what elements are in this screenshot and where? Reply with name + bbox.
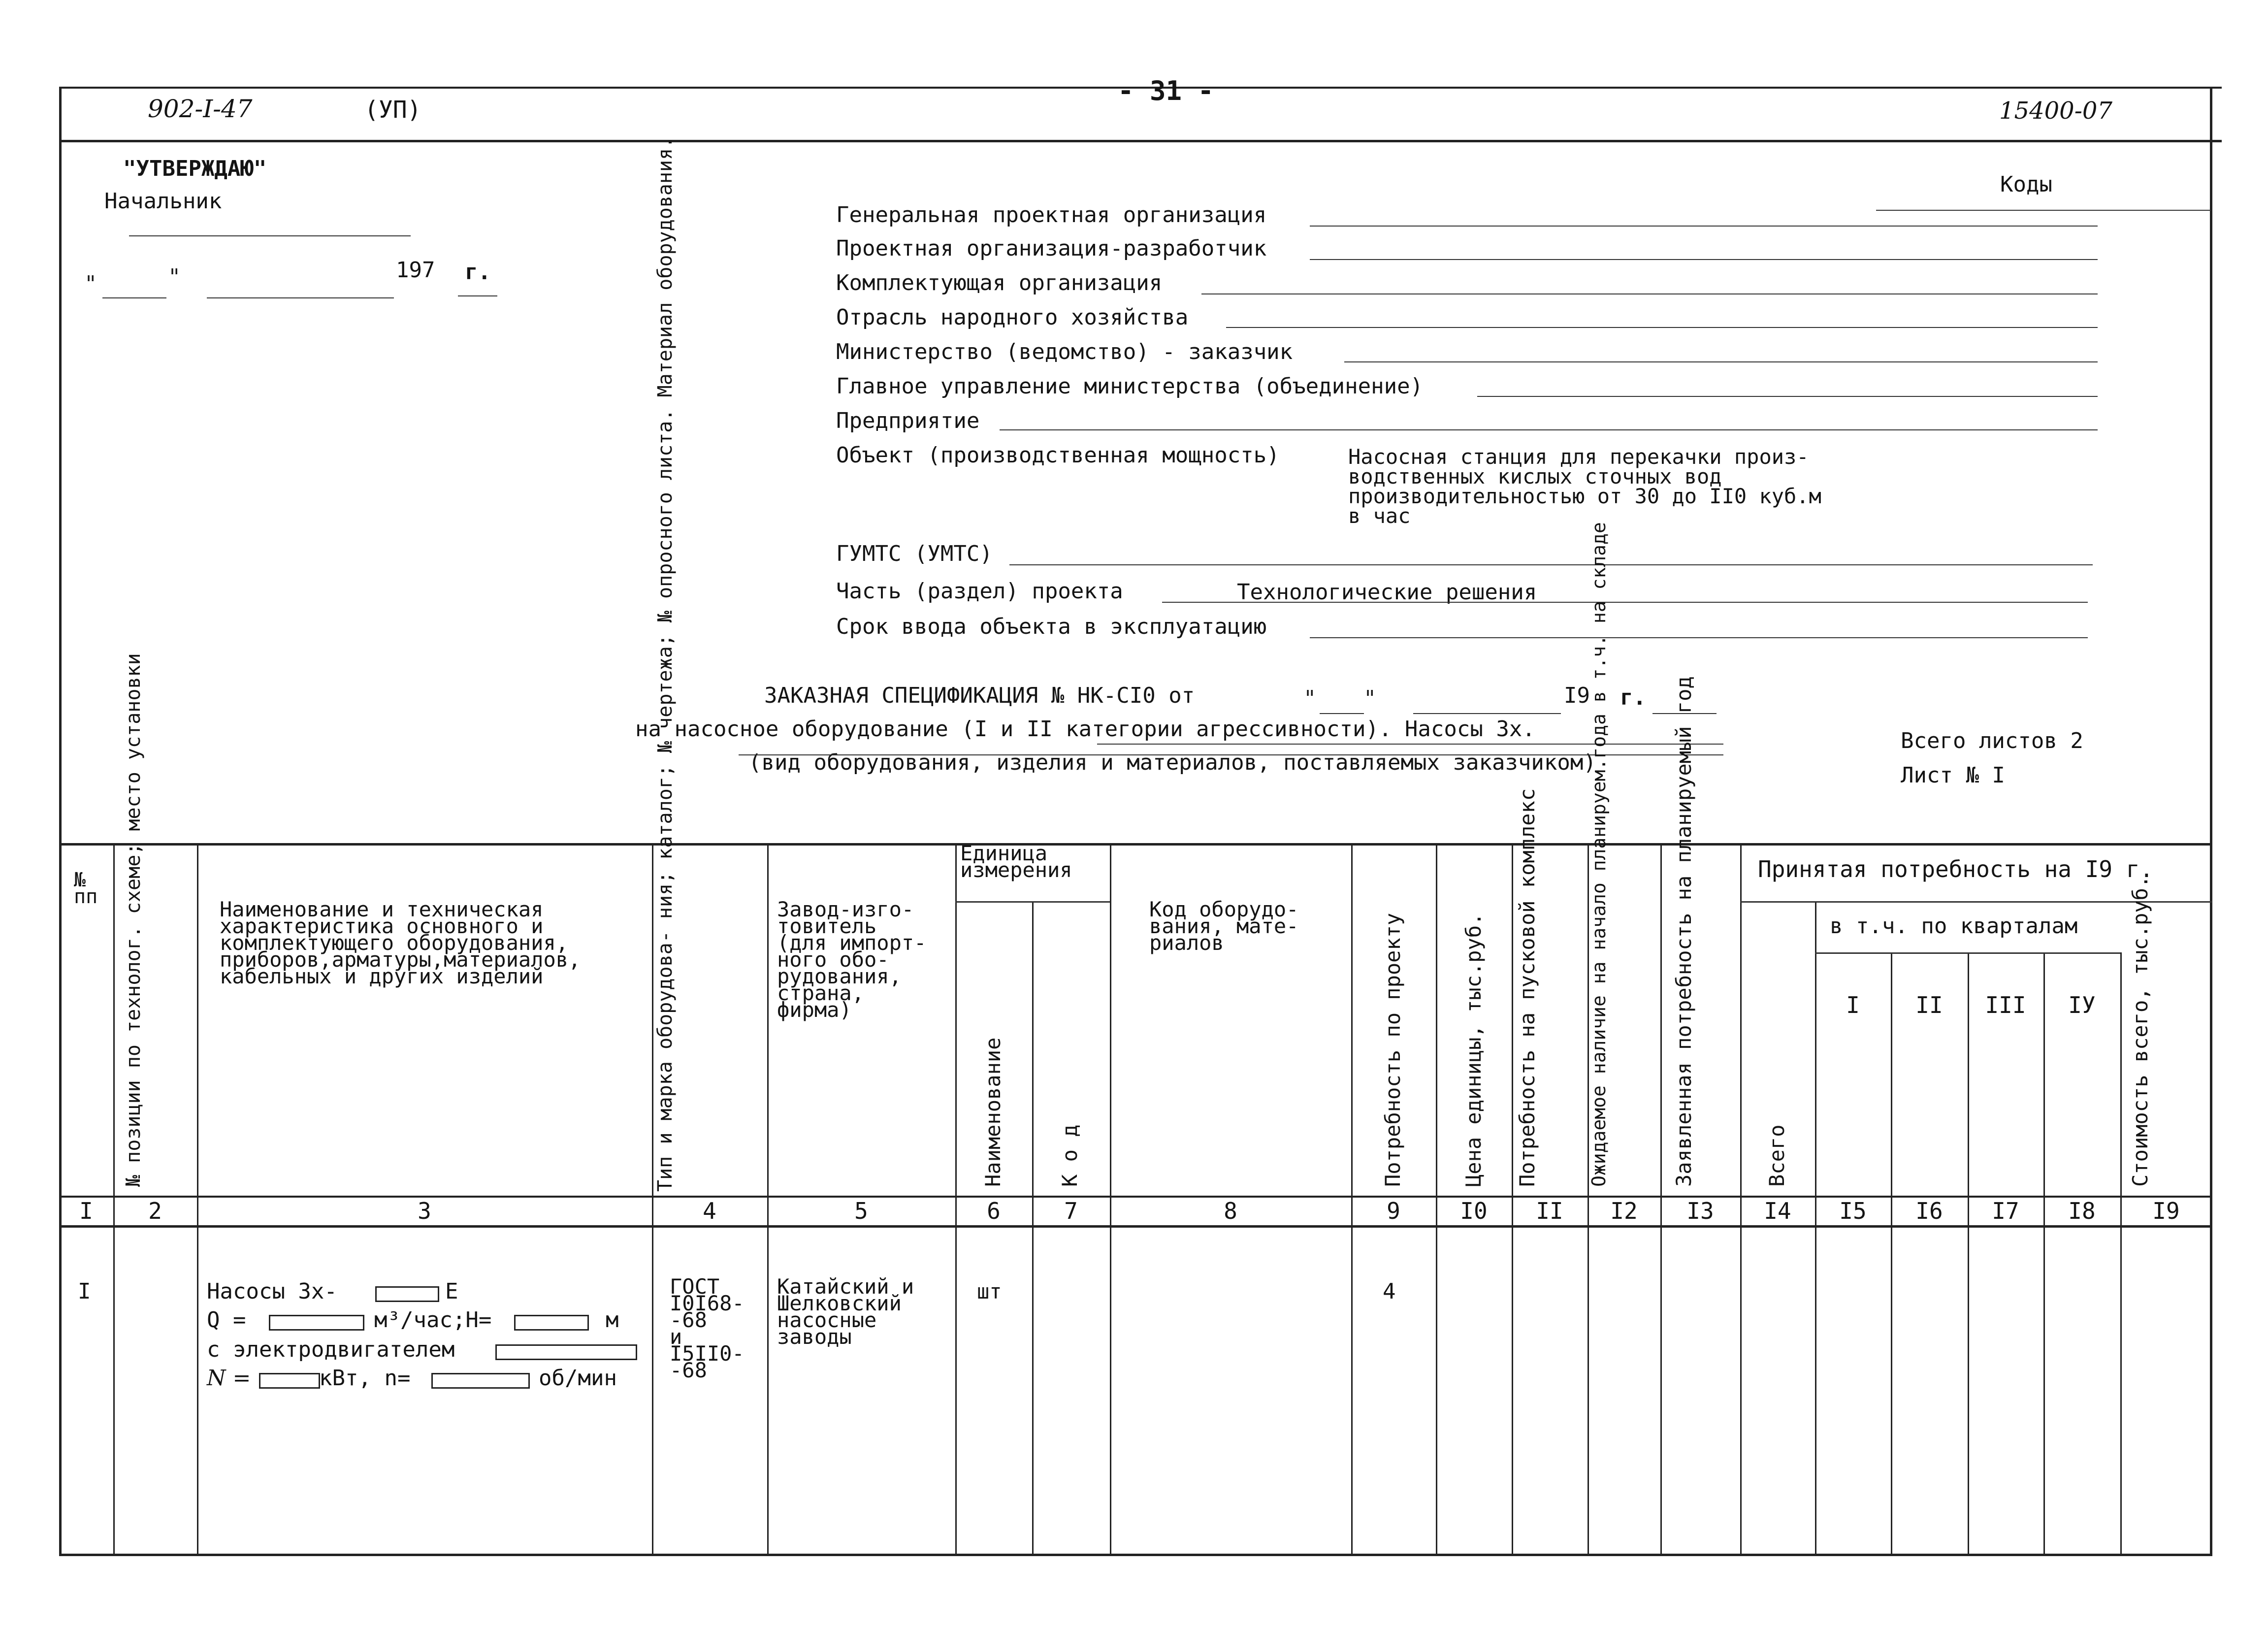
flow-rate-blank [269,1315,364,1331]
flow-rate-label: Q = [207,1307,246,1333]
motor-blank [495,1344,637,1360]
archive-number: 15400-07 [1999,97,2112,125]
header-accepted-group: Принятая потребность на I9 г. [1758,856,2154,882]
header-manufacturer: Завод-изго- товитель (для импорт- ного обо- рудования, страна, фирма) [777,897,927,1022]
header-expected-stock: Ожидаемое наличие на начало планируем.года в т.ч. на складе [1588,522,1610,1187]
speed-unit: об/мин [539,1366,617,1391]
approval-stamp: "УТВЕРЖДАЮ" [123,156,267,181]
header-total: Всего [1765,1124,1789,1187]
header-unit-price: Цена единицы, тыс.руб. [1461,912,1486,1187]
spec-title-year-suffix: г. [1620,685,1646,710]
flow-rate-unit: м³/час;Н= [374,1307,492,1333]
item-unit-name: шт [977,1279,1002,1303]
header-quarter-1: I [1846,992,1860,1018]
header-unit-group: Единица измерения [960,841,1072,882]
volume-label: (УП) [364,96,421,124]
row-number: I [78,1279,91,1304]
column-number: I2 [1610,1198,1638,1224]
column-number: I6 [1915,1198,1943,1224]
item-manufacturer: Катайский и Шелковский насосные заводы [777,1274,914,1349]
header-required: Потребность по проекту [1381,912,1405,1187]
column-number: I4 [1764,1198,1791,1224]
head-unit: м [606,1307,619,1333]
column-number: I9 [2152,1198,2180,1224]
power-label: N = [207,1366,251,1391]
column-number: 9 [1387,1198,1400,1224]
power-blank [259,1373,320,1389]
header-type: Тип и марка оборудова- ния; каталог; № чертежа; № опросного листа. Материал оборудования. [654,136,677,1192]
spec-title-year: I9 [1564,683,1590,708]
column-number: I [79,1198,93,1224]
spec-title-quote-open: " [1305,686,1315,711]
org-field-label: Предприятие [836,408,980,433]
org-field-label: Проектная организация-разработчик [836,236,1267,261]
header-name: Наименование и техническая характеристика основного и комплектующего оборудования, приборов,арматуры,материалов, кабельных и других изделий [220,897,581,988]
item-type: ГОСТ I0I68- -68 и I5II0- -68 [670,1274,745,1382]
org-field-label: Министерство (ведомство) - заказчик [836,339,1293,364]
sheet-current: Лист № I [1901,763,2005,788]
header-position: № позиции по технолог. схеме; место установки [122,653,145,1187]
approval-date-quote-close: " [169,264,180,290]
codes-label: Коды [2000,172,2052,197]
power-unit: кВт, n= [319,1366,411,1391]
header-declared-need: Заявленная потребность на планируемый год [1672,676,1696,1187]
column-number: I8 [2068,1198,2096,1224]
org-field-label: Комплектующая организация [836,270,1163,295]
column-number: I7 [1992,1198,2019,1224]
approval-date-quote-open: " [86,271,96,296]
header-launch-complex: Потребность на пусковой комплекс [1515,788,1539,1187]
approval-year-suffix: г. [465,260,491,285]
doc-code: 902-I-47 [148,95,253,123]
object-label: Объект (производственная мощность) [836,443,1280,468]
spec-title-equipment: на насосное оборудование (I и II категории агрессивности). Насосы 3х. [635,717,1535,742]
spec-title-caption: (вид оборудования, изделия и материалов, поставляемых заказчиком) [748,750,1596,775]
header-unit-code: К о д [1058,1124,1082,1187]
spec-title-prefix: ЗАКАЗНАЯ СПЕЦИФИКАЦИЯ № НК-СI0 от [764,683,1195,708]
column-number: 2 [148,1198,162,1224]
column-number: II [1536,1198,1563,1224]
section-value: Технологические решения [1237,580,1537,605]
column-number: I3 [1686,1198,1714,1224]
pump-model-blank [375,1286,439,1302]
header-quarter-4: IУ [2068,992,2096,1018]
item-name: Насосы 3х- [207,1279,337,1304]
header-quarters-group: в т.ч. по кварталам [1830,913,2078,939]
column-number: 7 [1064,1198,1078,1224]
item-name-suffix: Е [445,1279,458,1304]
object-value: Насосная станция для перекачки произ- водственных кислых сточных вод производительностью от 30 до II0 куб.м в час [1348,445,1821,528]
approval-year: 197 [396,258,435,283]
column-number: 5 [854,1198,868,1224]
approval-position: Начальник [104,189,222,214]
header-equipment-code: Код оборудо- вания, мате- риалов [1149,897,1299,955]
column-number: 8 [1224,1198,1237,1224]
gumts-label: ГУМТС (УМТС) [836,541,993,566]
item-required: 4 [1383,1279,1396,1304]
header-total-cost: Стоимость всего, тыс.руб. [2128,875,2152,1187]
speed-blank [431,1373,530,1389]
column-number: 4 [703,1198,716,1224]
page-number: - 31 - [1118,75,1214,106]
column-number: 3 [418,1198,431,1224]
column-number: 6 [987,1198,1001,1224]
motor-label: с электродвигателем [207,1337,455,1362]
header-quarter-2: II [1915,992,1943,1018]
deadline-label: Срок ввода объекта в эксплуатацию [836,614,1267,639]
org-field-label: Отрасль народного хозяйства [836,305,1189,330]
column-number: I5 [1839,1198,1867,1224]
column-number: I0 [1460,1198,1488,1224]
head-blank [514,1315,589,1331]
org-field-label: Генеральная проектная организация [836,202,1267,228]
header-row-number: № пп [74,869,98,908]
header-unit-name: Наименование [981,1037,1005,1187]
section-label: Часть (раздел) проекта [836,579,1123,604]
org-field-label: Главное управление министерства (объединение) [836,374,1424,399]
sheets-total: Всего листов 2 [1901,728,2083,753]
header-quarter-3: III [1985,992,2026,1018]
spec-title-quote-close: " [1365,686,1375,711]
